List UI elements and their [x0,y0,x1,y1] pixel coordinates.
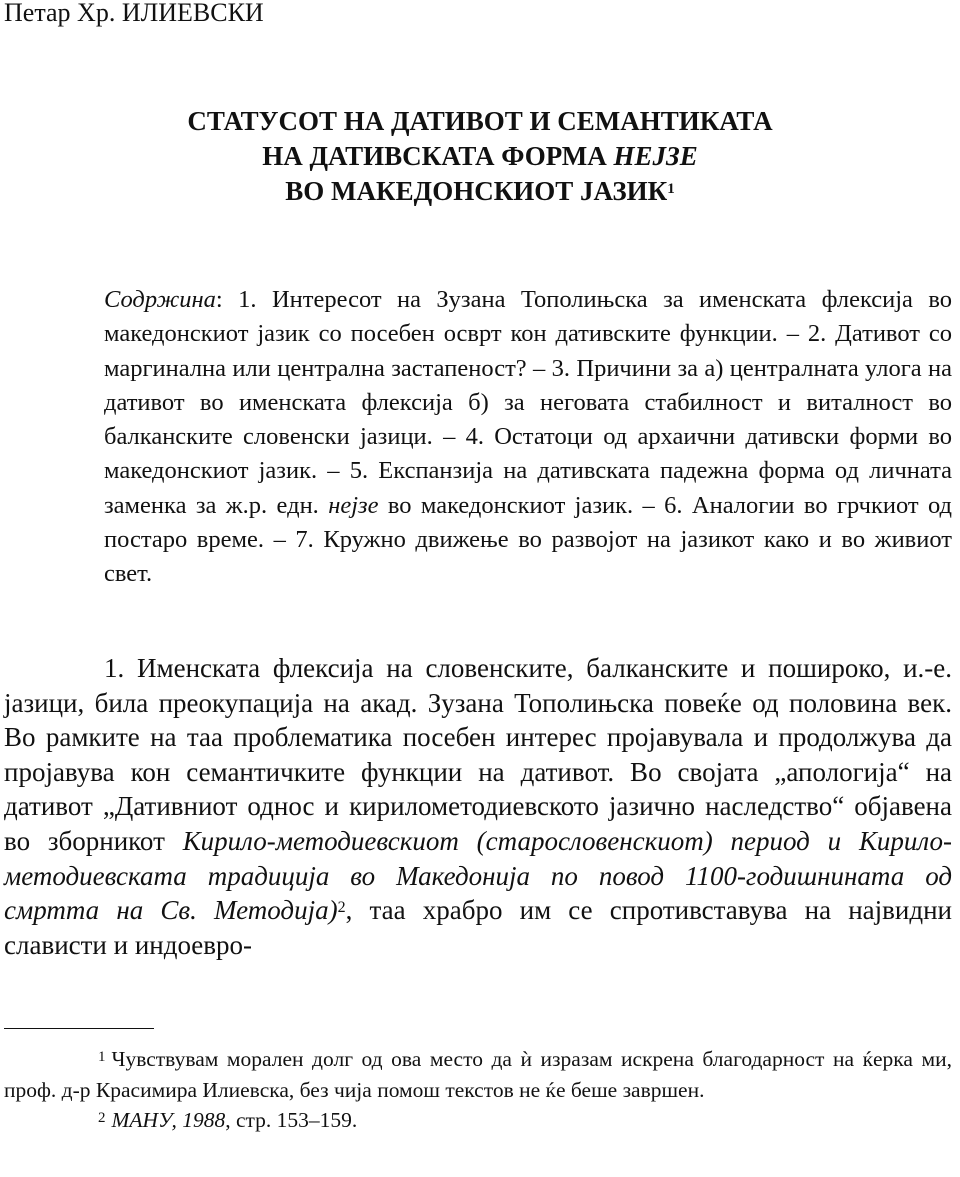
abstract-text-after: во македонскиот јазик. – 6. Аналогии во грчкиот од постаро време. – 7. Кружно движење во развојот на јазикот како и во живиот свет. [104,491,952,588]
title-line-1: СТАТУСОТ НА ДАТИВОТ И СЕМАНТИКАТА [187,106,773,136]
footnote-1 [4,1044,952,1105]
footnote-1-text: Чувствувам морален долг од ова место да ѝ изразам искрена благодарност на ќерка ми, проф. д-р Красимира Илиевска, без чија помош текстов не ќе беше завршен. [4,1047,952,1102]
abstract-text: : 1. Интересот на Зузана Тополињска за именската флексија во македонскиот јазик со посебен осврт кон дативските функции. – 2. Дативот со маргинална или централна застапеност? – 3. Причини за а) централната улога на дативот во именската флексија б) за неговата стабилност и виталност во балканските словенски јазици. – 4. Остатоци од архаични дативски форми во македонскиот јазик. – 5. Експанзија на дативската падежна форма од личната заменка за ж.р. едн. [104,286,952,519]
body-text-part-2: , таа храбро им се спротивставува на највидни слависти и индоевро- [4,895,952,960]
footnote-2-number: 2 [98,1110,106,1126]
footnote-2-text: , стр. 153–159. [225,1108,358,1132]
body-text [4,651,952,962]
footnote-1-number: 1 [98,1049,106,1065]
footnote-2-italic: МАНУ, 1988 [111,1108,226,1132]
footnote-2 [4,1105,952,1136]
title-line-3 [0,174,960,209]
body-footnote-mark[interactable]: 2 [337,899,346,917]
article-title [0,104,960,209]
running-head: Петар Хр. ИЛИЕВСКИ [4,0,264,27]
abstract-paragraph [104,283,952,592]
title-line-2-text: НА ДАТИВСКАТА ФОРМА [262,141,614,171]
title-line-3-text: ВО МАКЕДОНСКИОТ ЈАЗИК [285,176,668,206]
title-footnote-mark[interactable]: 1 [667,181,675,197]
abstract-italic-word: нејзе [328,491,379,519]
body-italic-title: Кирило-методиевскиот (старословенскиот) период и Кирило-методиевската традиција во Македонија по повод 1100-годишнината од смртта на Св. Методија) [4,825,952,926]
title-italic-word: НЕЈЗЕ [613,141,698,171]
abstract [104,283,952,592]
body-paragraph [4,651,952,962]
body-text-part-1: 1. Именската флексија на словенските, балканските и пошироко, и.-е. јазици, била преокупација на акад. Зузана Тополињска повеќе од половина век. Во рамките на таа проблематика посебен интерес пројавувала и продолжува да пројавува кон семантичките функции на дативот. Во својата „апологија“ на дативот „Дативниот однос и кирилометодиевското јазично наследство“ објавена во зборникот [4,653,952,856]
abstract-lead: Содржина [104,286,216,313]
footnote-separator [4,1028,154,1029]
footnotes [4,1044,952,1136]
title-line-2 [0,139,960,174]
